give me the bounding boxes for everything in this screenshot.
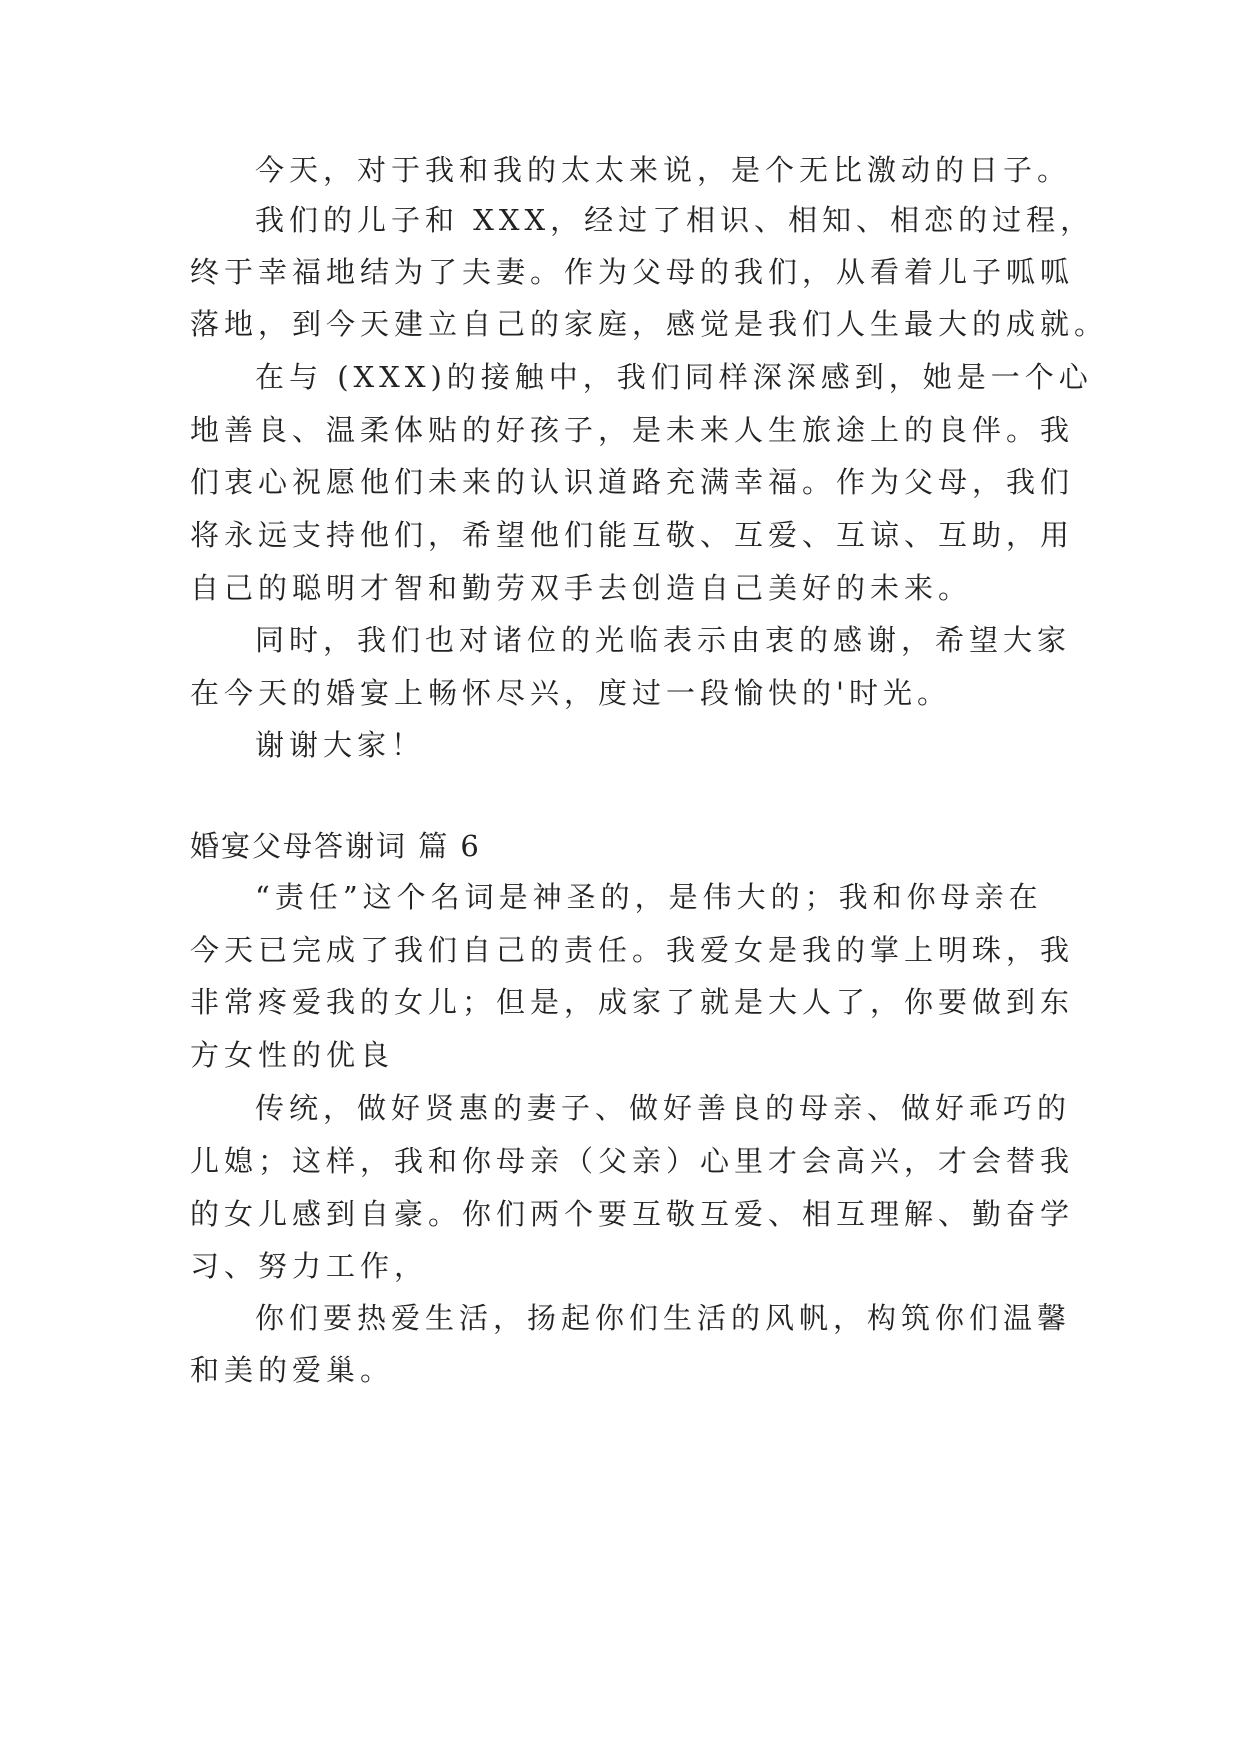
- paragraph-line: 在与 (XXX)的接触中，我们同样深深感到，她是一个心: [255, 360, 1093, 394]
- paragraph-line: 同时，我们也对诸位的光临表示由衷的感谢，希望大家: [255, 623, 1072, 657]
- paragraph-line: 今天，对于我和我的太太来说，是个无比激动的日子。: [255, 153, 1072, 187]
- paragraph-line: 们衷心祝愿他们未来的认识道路充满幸福。作为父母，我们: [190, 465, 1075, 499]
- paragraph-line: 非常疼爱我的女儿；但是，成家了就是大人了，你要做到东: [190, 985, 1075, 1019]
- paragraph-line: 方女性的优良: [190, 1038, 395, 1072]
- paragraph-line: 谢谢大家！: [255, 728, 426, 762]
- paragraph-line: 今天已完成了我们自己的责任。我爱女是我的掌上明珠，我: [190, 933, 1075, 967]
- paragraph-line: 我们的儿子和 XXX，经过了相识、相知、相恋的过程，: [255, 203, 1095, 237]
- paragraph-line: 地善良、温柔体贴的好孩子，是未来人生旅途上的良伴。我: [190, 413, 1075, 447]
- paragraph-line: 自己的聪明才智和勤劳双手去创造自己美好的未来。: [190, 571, 973, 605]
- paragraph-line: 终于幸福地结为了夫妻。作为父母的我们，从看着儿子呱呱: [190, 255, 1075, 289]
- paragraph-line: 传统，做好贤惠的妻子、做好善良的母亲、做好乖巧的: [255, 1091, 1072, 1125]
- paragraph-line: 和美的爱巢。: [190, 1353, 395, 1387]
- paragraph-line: 落地，到今天建立自己的家庭，感觉是我们人生最大的成就。: [190, 307, 1109, 341]
- paragraph-line: 习、努力工作，: [190, 1249, 429, 1283]
- paragraph-line: 将永远支持他们，希望他们能互敬、互爱、互谅、互助，用: [190, 518, 1075, 552]
- paragraph-line: 你们要热爱生活，扬起你们生活的风帆，构筑你们温馨: [255, 1301, 1072, 1335]
- paragraph-line: 儿媳；这样，我和你母亲（父亲）心里才会高兴，才会替我: [190, 1144, 1075, 1178]
- paragraph-line: 的女儿感到自豪。你们两个要互敬互爱、相互理解、勤奋学: [190, 1197, 1075, 1231]
- paragraph-line: “责任”这个名词是神圣的，是伟大的；我和你母亲在: [255, 880, 1043, 914]
- section-heading: 婚宴父母答谢词 篇 6: [190, 829, 481, 863]
- paragraph-line: 在今天的婚宴上畅怀尽兴，度过一段愉快的'时光。: [190, 676, 951, 710]
